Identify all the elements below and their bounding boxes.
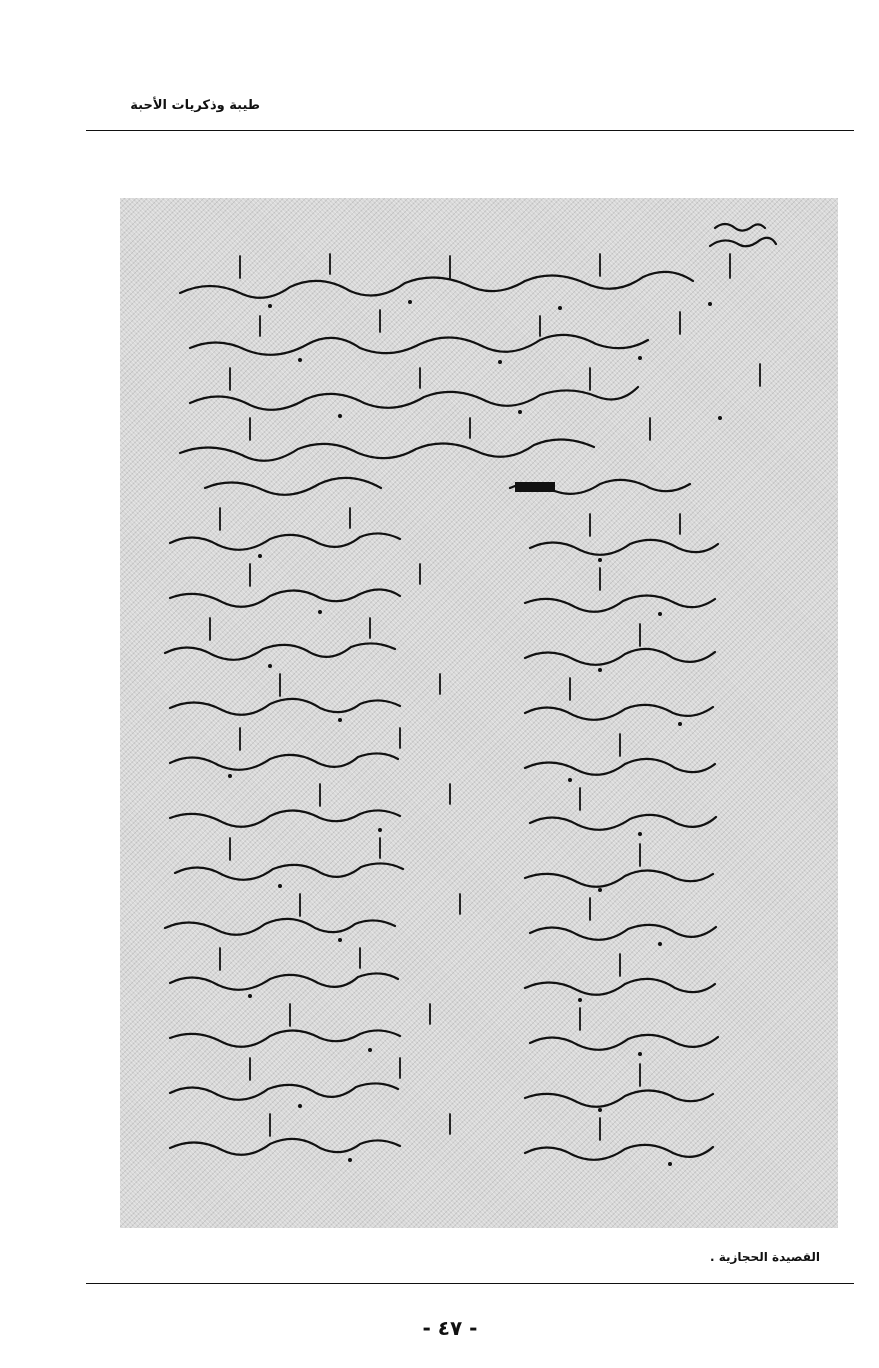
- footer-divider: [86, 1283, 854, 1284]
- figure-caption: القصيدة الحجازية .: [709, 1250, 820, 1264]
- header-divider: [86, 130, 854, 131]
- manuscript-handwriting: [120, 198, 838, 1228]
- running-header-title: طيبة وذكريات الأحبة: [130, 98, 260, 113]
- page-number: - ٤٧ -: [422, 1316, 478, 1340]
- manuscript-image: [120, 198, 838, 1228]
